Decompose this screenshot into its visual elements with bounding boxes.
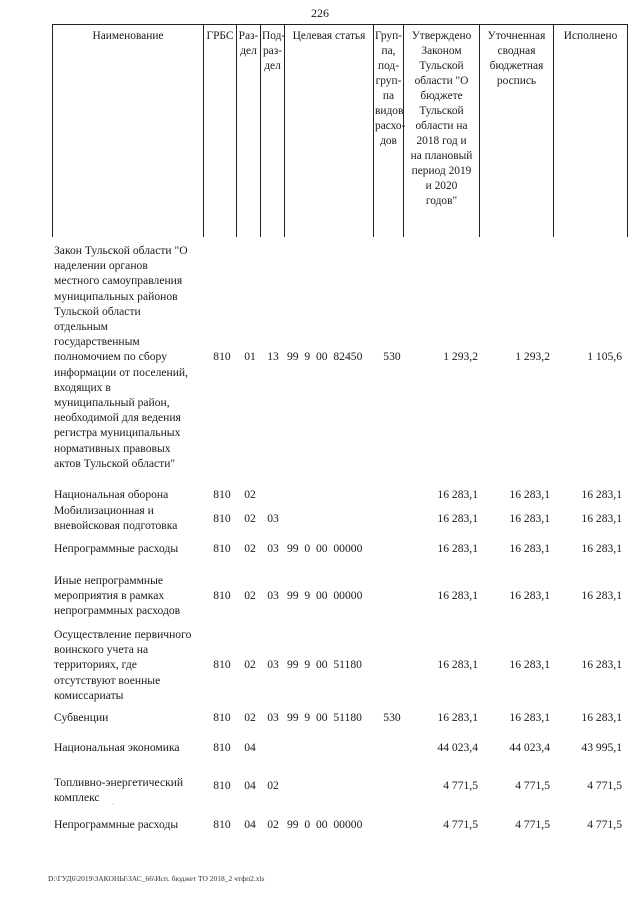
row-csr: 99 9 00 51180 xyxy=(287,658,362,671)
file-path-footer: D:\ГУД6\2019\ЗАКОНЫ\ЗАС_66\Исп. бюджет ТО 2018_2 чтфп2.xls xyxy=(48,874,265,883)
row-name: Непрограммные расходы xyxy=(54,818,179,831)
row-executed: 16 283,1 xyxy=(581,542,622,555)
row-approved: 16 283,1 xyxy=(437,589,478,602)
row-name: Иные непрограммные мероприятия в рамках непрограммных расходов xyxy=(54,574,181,618)
row-razdel: 02 xyxy=(244,711,256,724)
header-vr: Груп- па, под- груп- па видов расхо- дов xyxy=(374,25,404,237)
row-grbs: 810 xyxy=(213,488,231,501)
row-podrazdel: 03 xyxy=(267,512,279,525)
header-refined: Уточненная сводная бюджетная роспись xyxy=(480,25,554,237)
row-executed: 16 283,1 xyxy=(581,589,622,602)
row-podrazdel: 03 xyxy=(267,542,279,555)
row-refined: 16 283,1 xyxy=(509,658,550,671)
header-razdel: Раз- дел xyxy=(237,25,261,237)
row-refined: 16 283,1 xyxy=(509,711,550,724)
row-csr: 99 0 00 00000 xyxy=(287,818,363,831)
row-refined: 4 771,5 xyxy=(515,779,550,792)
row-vr: 530 xyxy=(383,350,401,363)
row-refined: 44 023,4 xyxy=(509,741,550,754)
row-executed: 16 283,1 xyxy=(581,512,622,525)
row-refined: 16 283,1 xyxy=(509,512,550,525)
row-name: Осуществление первичного воинского учета на территориях, где отсутствуют военные комиссариаты xyxy=(54,628,192,702)
row-razdel: 04 xyxy=(244,818,256,831)
row-grbs: 810 xyxy=(213,779,231,792)
row-razdel: 04 xyxy=(244,741,256,754)
row-grbs: 810 xyxy=(213,818,231,831)
row-name: Закон Тульской области "О наделении органов местного самоуправления муниципальных районов Тульской области отдельным государственным полномочием по сбору информации от поселений, входящих в муниципальный район, необходимой для ведения регистра муниципальных нормативных правовых актов Тульской области" xyxy=(54,244,189,470)
row-razdel: 02 xyxy=(244,658,256,671)
row-executed: 4 771,5 xyxy=(587,818,622,831)
row-name: Субвенции xyxy=(54,711,109,724)
row-executed: 43 995,1 xyxy=(581,741,622,754)
row-refined: 4 771,5 xyxy=(515,818,550,831)
page-number: 226 xyxy=(311,6,329,20)
row-grbs: 810 xyxy=(213,350,231,363)
row-grbs: 810 xyxy=(213,589,231,602)
row-grbs: 810 xyxy=(213,542,231,555)
row-csr: 99 9 00 00000 xyxy=(287,589,363,602)
row-podrazdel: 03 xyxy=(267,658,279,671)
header-approved: Утверждено Законом Тульской области "О бюджете Тульской области на 2018 год и на плановый период 2019 и 2020 годов" xyxy=(404,25,480,237)
row-name: Непрограммные расходы xyxy=(54,542,179,555)
scan-speck: · xyxy=(112,800,115,809)
row-vr: 530 xyxy=(383,711,401,724)
row-approved: 16 283,1 xyxy=(437,488,478,501)
row-csr: 99 9 00 82450 xyxy=(287,350,363,363)
row-razdel: 04 xyxy=(244,779,256,792)
row-approved: 16 283,1 xyxy=(437,658,478,671)
row-csr: 99 9 00 51180 xyxy=(287,711,362,724)
row-name: Национальная оборона xyxy=(54,488,169,501)
row-refined: 1 293,2 xyxy=(515,350,550,363)
row-name: Топливно-энергетический комплекс xyxy=(54,776,184,805)
row-razdel: 02 xyxy=(244,542,256,555)
header-executed: Исполнено xyxy=(554,25,628,237)
row-approved: 16 283,1 xyxy=(437,542,478,555)
header-grbs: ГРБС xyxy=(204,25,237,237)
header-csr: Целевая статья xyxy=(285,25,374,237)
row-podrazdel: 03 xyxy=(267,711,279,724)
row-executed: 16 283,1 xyxy=(581,711,622,724)
row-razdel: 02 xyxy=(244,488,256,501)
row-executed: 4 771,5 xyxy=(587,779,622,792)
row-name: Мобилизационная и вневойсковая подготовка xyxy=(54,504,178,533)
row-podrazdel: 02 xyxy=(267,818,279,831)
row-refined: 16 283,1 xyxy=(509,542,550,555)
row-razdel: 01 xyxy=(244,350,256,363)
row-razdel: 02 xyxy=(244,512,256,525)
table-header xyxy=(52,24,628,237)
row-approved: 16 283,1 xyxy=(437,512,478,525)
row-approved: 4 771,5 xyxy=(443,818,478,831)
row-executed: 1 105,6 xyxy=(587,350,622,363)
row-grbs: 810 xyxy=(213,512,231,525)
row-refined: 16 283,1 xyxy=(509,488,550,501)
header-podrazdel: Под- раз- дел xyxy=(261,25,285,237)
header-name: Наименование xyxy=(53,25,204,237)
row-razdel: 02 xyxy=(244,589,256,602)
row-approved: 1 293,2 xyxy=(443,350,478,363)
row-grbs: 810 xyxy=(213,658,231,671)
row-refined: 16 283,1 xyxy=(509,589,550,602)
row-approved: 16 283,1 xyxy=(437,711,478,724)
row-podrazdel: 13 xyxy=(267,350,279,363)
row-grbs: 810 xyxy=(213,741,231,754)
row-name: Национальная экономика xyxy=(54,741,180,754)
row-approved: 44 023,4 xyxy=(437,741,478,754)
row-executed: 16 283,1 xyxy=(581,658,622,671)
row-grbs: 810 xyxy=(213,711,231,724)
row-podrazdel: 03 xyxy=(267,589,279,602)
row-csr: 99 0 00 00000 xyxy=(287,542,363,555)
row-approved: 4 771,5 xyxy=(443,779,478,792)
row-podrazdel: 02 xyxy=(267,779,279,792)
row-executed: 16 283,1 xyxy=(581,488,622,501)
